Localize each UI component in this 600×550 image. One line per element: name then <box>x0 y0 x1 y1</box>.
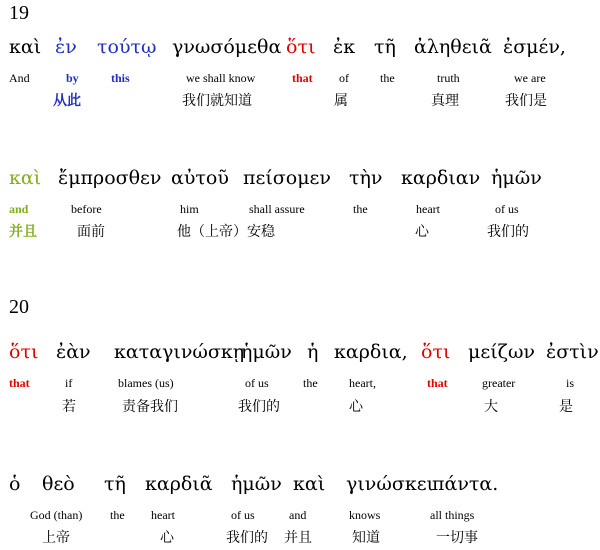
chinese-gloss: 知道 <box>352 530 380 546</box>
greek-word: καρδιᾶ <box>145 473 213 495</box>
chinese-gloss: 若 <box>62 399 76 415</box>
english-gloss: heart, <box>349 376 376 390</box>
greek-word: μείζων <box>468 341 535 363</box>
english-gloss: And <box>9 71 30 85</box>
greek-word: πείσομεν <box>243 167 331 189</box>
english-gloss: we shall know <box>186 71 256 85</box>
english-gloss: him <box>180 202 199 216</box>
english-gloss: and <box>289 508 307 522</box>
english-gloss: heart <box>416 202 440 216</box>
greek-word: γινώσκει <box>346 473 434 495</box>
greek-word: ἐὰν <box>56 341 91 363</box>
greek-word: καρδιαν <box>401 167 481 189</box>
greek-word: τῆ <box>374 36 396 58</box>
english-gloss: if <box>65 376 73 390</box>
english-gloss: the <box>353 202 368 216</box>
greek-word-highlight: ὅτι <box>9 341 39 363</box>
chinese-gloss: 我们的 <box>487 224 529 240</box>
greek-word: πάντα. <box>432 473 499 495</box>
english-gloss: the <box>110 508 125 522</box>
greek-word-highlight: ὅτι <box>421 341 451 363</box>
chinese-gloss: 是 <box>559 399 573 415</box>
english-gloss: knows <box>349 508 381 522</box>
greek-word-highlight: ὅτι <box>286 36 316 58</box>
greek-word: ἡ <box>307 341 319 363</box>
greek-word: καὶ <box>9 36 42 58</box>
greek-word-highlight: καὶ <box>9 167 42 189</box>
english-gloss-highlight: that <box>427 376 448 390</box>
greek-word: ἀληθειᾶ <box>414 36 492 58</box>
greek-word: ἡμῶν <box>241 341 292 363</box>
english-gloss: God (than) <box>30 508 83 522</box>
chinese-gloss: 我们是 <box>505 93 547 109</box>
greek-word: τὴν <box>349 167 383 189</box>
chinese-gloss: 我们就知道 <box>182 93 252 109</box>
greek-word: καὶ <box>293 473 326 495</box>
english-gloss: before <box>71 202 102 216</box>
greek-word: ἐστὶν <box>546 341 599 363</box>
chinese-gloss-highlight: 从此 <box>53 93 81 109</box>
greek-word: ἡμῶν <box>491 167 542 189</box>
greek-word: ἐσμέν, <box>503 36 566 58</box>
greek-word: γνωσόμεθα <box>172 36 282 58</box>
verse-number-20: 20 <box>9 296 29 318</box>
english-gloss-highlight: that <box>9 376 30 390</box>
english-gloss-highlight: that <box>292 71 313 85</box>
greek-word: καταγινώσκῃ <box>114 341 245 363</box>
greek-word-highlight: τούτῳ <box>97 36 157 58</box>
greek-word: ἔμπροσθεν <box>58 167 162 189</box>
chinese-gloss: 一切事 <box>436 530 478 546</box>
chinese-gloss: 心 <box>349 399 363 415</box>
chinese-gloss: 心 <box>415 224 429 240</box>
greek-word: τῆ <box>104 473 126 495</box>
greek-word: καρδια, <box>334 341 408 363</box>
english-gloss: of us <box>231 508 255 522</box>
chinese-gloss: 我们的 <box>226 530 268 546</box>
english-gloss-highlight: this <box>111 71 130 85</box>
english-gloss: the <box>380 71 395 85</box>
chinese-gloss: 上帝 <box>42 530 70 546</box>
verse-number-19: 19 <box>9 2 29 24</box>
greek-word: ὁ <box>9 473 21 495</box>
greek-word: ἡμῶν <box>231 473 282 495</box>
chinese-gloss: 大 <box>484 399 498 415</box>
english-gloss: heart <box>151 508 175 522</box>
chinese-gloss: 我们的 <box>238 399 280 415</box>
greek-word: αὐτοῦ <box>171 167 229 189</box>
chinese-gloss: 真理 <box>431 93 459 109</box>
greek-word: ἐκ <box>333 36 356 58</box>
chinese-gloss: 责备我们 <box>122 399 178 415</box>
english-gloss: is <box>566 376 575 390</box>
chinese-gloss: 心 <box>160 530 174 546</box>
greek-word-highlight: ἐν <box>55 36 77 58</box>
greek-word: θεὸ <box>42 473 75 495</box>
chinese-gloss: 他（上帝）安稳 <box>177 224 275 240</box>
chinese-gloss: 属 <box>334 93 348 109</box>
chinese-gloss: 面前 <box>77 224 105 240</box>
english-gloss: blames (us) <box>118 376 174 390</box>
english-gloss: we are <box>514 71 546 85</box>
english-gloss-highlight: and <box>9 202 29 216</box>
english-gloss: shall assure <box>249 202 305 216</box>
chinese-gloss: 并且 <box>284 530 312 546</box>
english-gloss: of <box>339 71 349 85</box>
english-gloss: truth <box>437 71 460 85</box>
english-gloss: of us <box>495 202 519 216</box>
english-gloss: all things <box>430 508 475 522</box>
english-gloss: the <box>303 376 318 390</box>
english-gloss: of us <box>245 376 269 390</box>
english-gloss: greater <box>482 376 516 390</box>
chinese-gloss-highlight: 并且 <box>9 224 37 240</box>
english-gloss-highlight: by <box>66 71 79 85</box>
